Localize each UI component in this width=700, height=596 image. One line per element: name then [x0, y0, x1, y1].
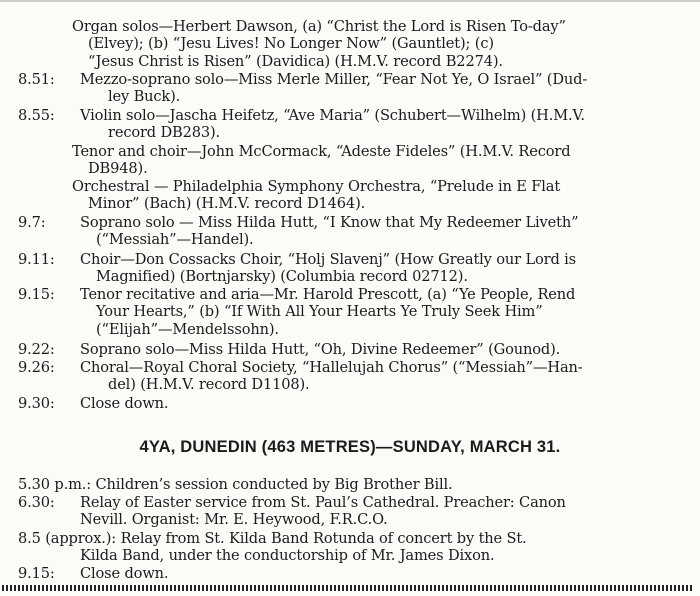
item-time: 8.5 (approx.):	[18, 530, 117, 547]
program-item-922	[18, 341, 692, 358]
item-line: Tenor and choir—John McCormack, “Adeste Fideles” (H.M.V. Record	[72, 143, 571, 160]
item-time: 9.22:	[18, 341, 55, 358]
top-rule	[0, 0, 700, 2]
item-line: Tenor recitative and aria—Mr. Harold Prescott, (a) “Ye People, Rend	[80, 286, 576, 303]
item-line: record DB283).	[108, 124, 221, 142]
item-line: Soprano solo—Miss Hilda Hutt, “Oh, Divine Redeemer” (Gounod).	[80, 341, 561, 358]
item-line: Relay from St. Kilda Band Rotunda of concert by the St.	[120, 530, 527, 547]
item-time: 9.15:	[18, 286, 55, 303]
program-item-930	[18, 395, 692, 412]
item-time: 9.15:	[18, 565, 55, 582]
item-line: (“Elijah”—Mendelssohn).	[96, 320, 279, 338]
program-item-915-close	[18, 565, 692, 582]
item-time: 9.26:	[18, 359, 55, 376]
program-item-organ-solos	[72, 18, 692, 70]
item-line: Magnified) (Bortnjarsky) (Columbia record 02712).	[96, 268, 468, 286]
item-line: Soprano solo — Miss Hilda Hutt, “I Know that My Redeemer Liveth”	[80, 214, 579, 231]
item-line: Nevill. Organist: Mr. E. Heywood, F.R.C.O.	[80, 511, 388, 529]
program-item-851	[18, 71, 692, 106]
program-item-855	[18, 107, 692, 142]
dotted-divider	[2, 585, 694, 591]
item-line: (Elvey); (b) “Jesu Lives! No Longer Now” (Gauntlet); (c)	[88, 35, 494, 53]
item-line: DB948).	[88, 160, 148, 178]
program-item-97	[18, 214, 692, 249]
item-line: Orchestral — Philadelphia Symphony Orchestra, “Prelude in E Flat	[72, 178, 561, 195]
item-line: Relay of Easter service from St. Paul’s Cathedral. Preacher: Canon	[80, 494, 566, 511]
item-time: 9.11:	[18, 251, 55, 268]
item-line: Choir—Don Cossacks Choir, “Holj Slavenj” (How Greatly our Lord is	[80, 251, 577, 268]
item-line: Children’s session conducted by Big Brother Bill.	[95, 476, 453, 493]
program-item-85	[18, 530, 692, 565]
item-time: 9.30:	[18, 395, 55, 412]
item-time: 9.7:	[18, 214, 46, 231]
program-item-630	[18, 494, 692, 529]
program-item-tenor-choir	[72, 143, 692, 178]
program-item-915-tenor	[18, 286, 692, 338]
program-item-orchestral	[72, 178, 692, 213]
item-line: Your Hearts,” (b) “If With All Your Hearts Ye Truly Seek Him”	[96, 303, 543, 321]
item-time: 8.55:	[18, 107, 55, 124]
item-line: Mezzo-soprano solo—Miss Merle Miller, “Fear Not Ye, O Israel” (Dud-	[80, 71, 588, 88]
program-item-926	[18, 359, 692, 394]
item-line: (“Messiah”—Handel).	[96, 231, 254, 249]
item-line: Close down.	[80, 565, 169, 582]
item-time: 8.51:	[18, 71, 55, 88]
section-heading: 4YA, DUNEDIN (463 METRES)—SUNDAY, MARCH 31.	[139, 438, 561, 456]
item-line: Close down.	[80, 395, 169, 412]
item-line: Kilda Band, under the conductorship of Mr. James Dixon.	[80, 547, 495, 565]
item-time: 6.30:	[18, 494, 55, 511]
item-time: 5.30 p.m.:	[18, 476, 92, 493]
program-item-911	[18, 251, 692, 286]
item-line: Organ solos—Herbert Dawson, (a) “Christ the Lord is Risen To-day”	[72, 18, 566, 35]
item-line: Minor” (Bach) (H.M.V. record D1464).	[88, 195, 366, 213]
item-line: “Jesus Christ is Risen” (Davidica) (H.M.V. record B2274).	[88, 52, 503, 70]
item-line: del) (H.M.V. record D1108).	[108, 376, 310, 394]
item-line: ley Buck).	[108, 88, 181, 106]
item-line: Violin solo—Jascha Heifetz, “Ave Maria” (Schubert—Wilhelm) (H.M.V.	[80, 107, 585, 124]
program-item-530	[18, 476, 692, 493]
item-line: Choral—Royal Choral Society, “Hallelujah Chorus” (“Messiah”—Han-	[80, 359, 583, 376]
